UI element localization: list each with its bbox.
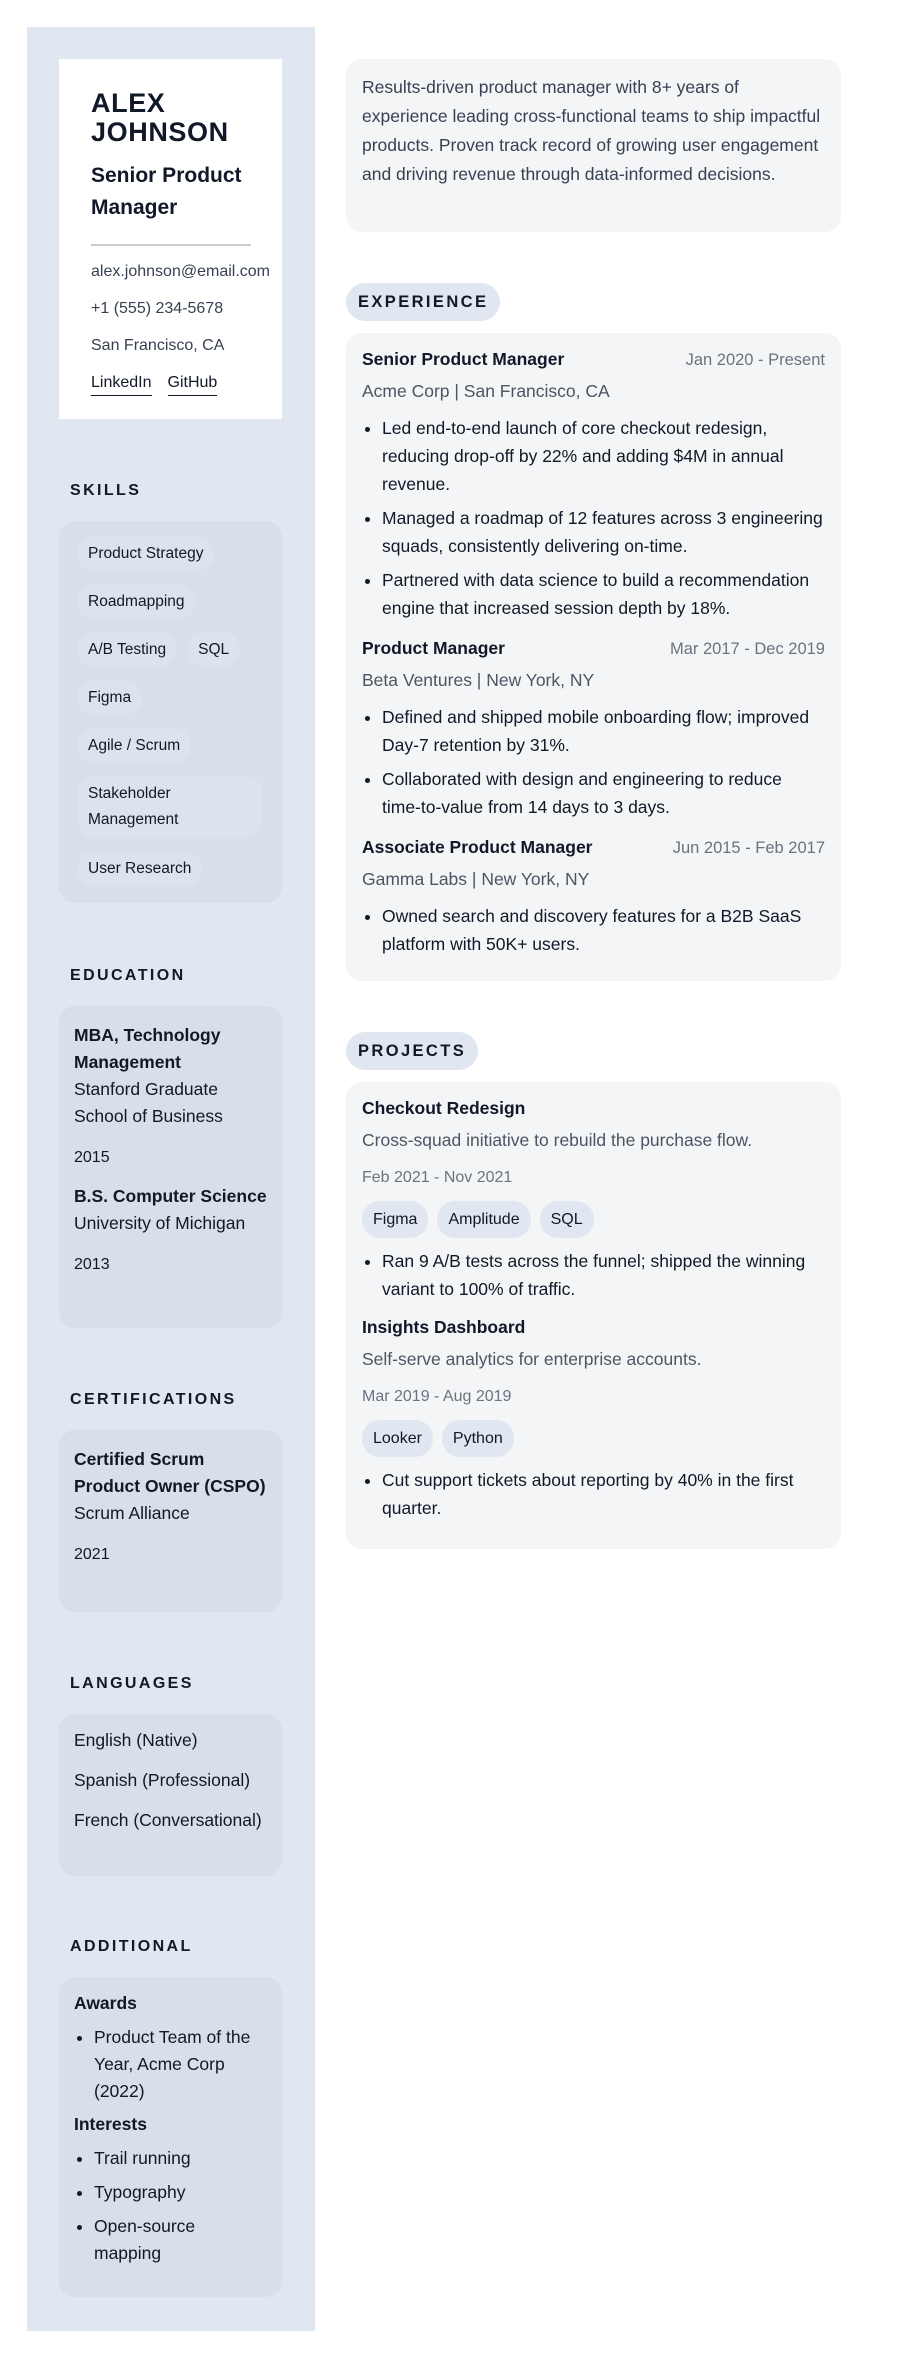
tag-chip: SQL xyxy=(540,1201,594,1238)
projects-card xyxy=(346,1082,841,1549)
interest-item: • Trail running xyxy=(94,2145,267,2172)
sidebar xyxy=(27,27,315,2331)
job-bullet: • Led end-to-end launch of core checkout redesign, reducing drop-off by 22% and adding $4M in annual revenue. xyxy=(382,414,825,498)
github-link[interactable]: GitHub xyxy=(168,373,218,396)
candidate-name: ALEX JOHNSON xyxy=(91,88,229,147)
languages-heading: LANGUAGES xyxy=(70,1675,194,1692)
project-dates: Feb 2021 - Nov 2021 xyxy=(362,1169,513,1186)
additional-heading: ADDITIONAL xyxy=(70,1938,193,1955)
job-title: Associate Product Manager xyxy=(362,837,593,857)
job-bullet: • Managed a roadmap of 12 features across 3 engineering squads, consistently delivering on-time. xyxy=(382,504,825,560)
certification-title: Certified Scrum Product Owner (CSPO) xyxy=(74,1449,266,1496)
skill-chip: Agile / Scrum xyxy=(77,728,191,763)
job-title: Product Manager xyxy=(362,638,505,658)
summary: Results-driven product manager with 8+ years of experience leading cross-functional teams to ship impactful products. Proven track record of growing user engagement and driving revenue through data-informed decisions. xyxy=(346,59,841,232)
email: alex.johnson@email.com xyxy=(91,263,270,280)
education-heading: EDUCATION xyxy=(70,967,186,984)
tag-chip: Python xyxy=(442,1420,514,1457)
projects-heading: PROJECTS xyxy=(346,1032,478,1070)
project-description: Cross-squad initiative to rebuild the purchase flow. xyxy=(362,1130,753,1150)
skills-heading: SKILLS xyxy=(70,482,142,499)
location: San Francisco, CA xyxy=(91,337,225,354)
job-bullet: • Owned search and discovery features for a B2B SaaS platform with 50K+ users. xyxy=(382,902,825,958)
education-box xyxy=(59,1006,282,1328)
certifications-heading: CERTIFICATIONS xyxy=(70,1391,237,1408)
certification-year: 2021 xyxy=(74,1546,110,1563)
phone: +1 (555) 234-5678 xyxy=(91,300,224,317)
project-entry xyxy=(362,1096,825,1303)
job-company: Beta Ventures | New York, NY xyxy=(362,670,595,690)
project-description: Self-serve analytics for enterprise accounts. xyxy=(362,1349,702,1369)
project-title: Insights Dashboard xyxy=(362,1317,526,1337)
job-dates: Mar 2017 - Dec 2019 xyxy=(669,640,825,658)
language-item: French (Conversational) xyxy=(74,1810,262,1830)
candidate-role: Senior Product Manager xyxy=(91,164,242,219)
job-dates: Jan 2020 - Present xyxy=(685,351,825,369)
degree: MBA, Technology Management xyxy=(74,1025,221,1072)
linkedin-link[interactable]: LinkedIn xyxy=(91,373,152,396)
awards-list xyxy=(94,2024,267,2105)
project-entry xyxy=(362,1315,825,1522)
award-item: • Product Team of the Year, Acme Corp (2022) xyxy=(94,2024,267,2105)
job-company: Acme Corp | San Francisco, CA xyxy=(362,381,610,401)
interest-item: • Open-source mapping xyxy=(94,2213,267,2267)
skill-chip: Figma xyxy=(77,680,142,715)
profile-card xyxy=(59,59,282,419)
job-entry xyxy=(362,835,825,958)
job-entry xyxy=(362,347,825,622)
language-item: English (Native) xyxy=(74,1730,198,1750)
job-bullet: • Partnered with data science to build a recommendation engine that increased session depth by 18%. xyxy=(382,566,825,622)
additional-box xyxy=(59,1977,282,2297)
skill-chip: A/B Testing xyxy=(77,632,177,667)
skill-chip: Roadmapping xyxy=(77,584,196,619)
tag-chip: Looker xyxy=(362,1420,433,1457)
interests-list xyxy=(94,2145,267,2267)
skill-chip: User Research xyxy=(77,851,202,886)
experience-card xyxy=(346,333,841,981)
certification-issuer: Scrum Alliance xyxy=(74,1503,190,1523)
skill-chip: Product Strategy xyxy=(77,536,214,571)
job-entry xyxy=(362,636,825,821)
job-company: Gamma Labs | New York, NY xyxy=(362,869,590,889)
project-dates: Mar 2019 - Aug 2019 xyxy=(362,1388,512,1405)
graduation-year: 2013 xyxy=(74,1256,110,1273)
awards-label: Awards xyxy=(74,1993,137,2013)
experience-heading: EXPERIENCE xyxy=(346,283,500,321)
divider xyxy=(91,244,251,246)
certifications-box xyxy=(59,1430,282,1612)
graduation-year: 2015 xyxy=(74,1149,110,1166)
skills-box xyxy=(59,521,282,903)
project-title: Checkout Redesign xyxy=(362,1098,526,1118)
project-bullet: • Cut support tickets about reporting by 40% in the first quarter. xyxy=(382,1466,825,1522)
language-item: Spanish (Professional) xyxy=(74,1770,251,1790)
school: University of Michigan xyxy=(74,1213,246,1233)
languages-box xyxy=(59,1714,282,1876)
school: Stanford Graduate School of Business xyxy=(74,1079,223,1126)
interest-item: • Typography xyxy=(94,2179,267,2206)
project-tags xyxy=(362,1201,825,1238)
job-bullet: • Collaborated with design and engineering to reduce time-to-value from 14 days to 3 days. xyxy=(382,765,825,821)
project-tags xyxy=(362,1420,825,1457)
job-title: Senior Product Manager xyxy=(362,349,565,369)
job-dates: Jun 2015 - Feb 2017 xyxy=(672,839,825,857)
skill-chip: SQL xyxy=(187,632,240,667)
degree: B.S. Computer Science xyxy=(74,1186,267,1206)
job-bullet: • Defined and shipped mobile onboarding flow; improved Day-7 retention by 31%. xyxy=(382,703,825,759)
project-bullet: • Ran 9 A/B tests across the funnel; shipped the winning variant to 100% of traffic. xyxy=(382,1247,825,1303)
tag-chip: Amplitude xyxy=(437,1201,530,1238)
interests-label: Interests xyxy=(74,2114,147,2134)
profile-links xyxy=(91,373,250,396)
skill-chip: Stakeholder Management xyxy=(77,776,263,838)
tag-chip: Figma xyxy=(362,1201,428,1238)
